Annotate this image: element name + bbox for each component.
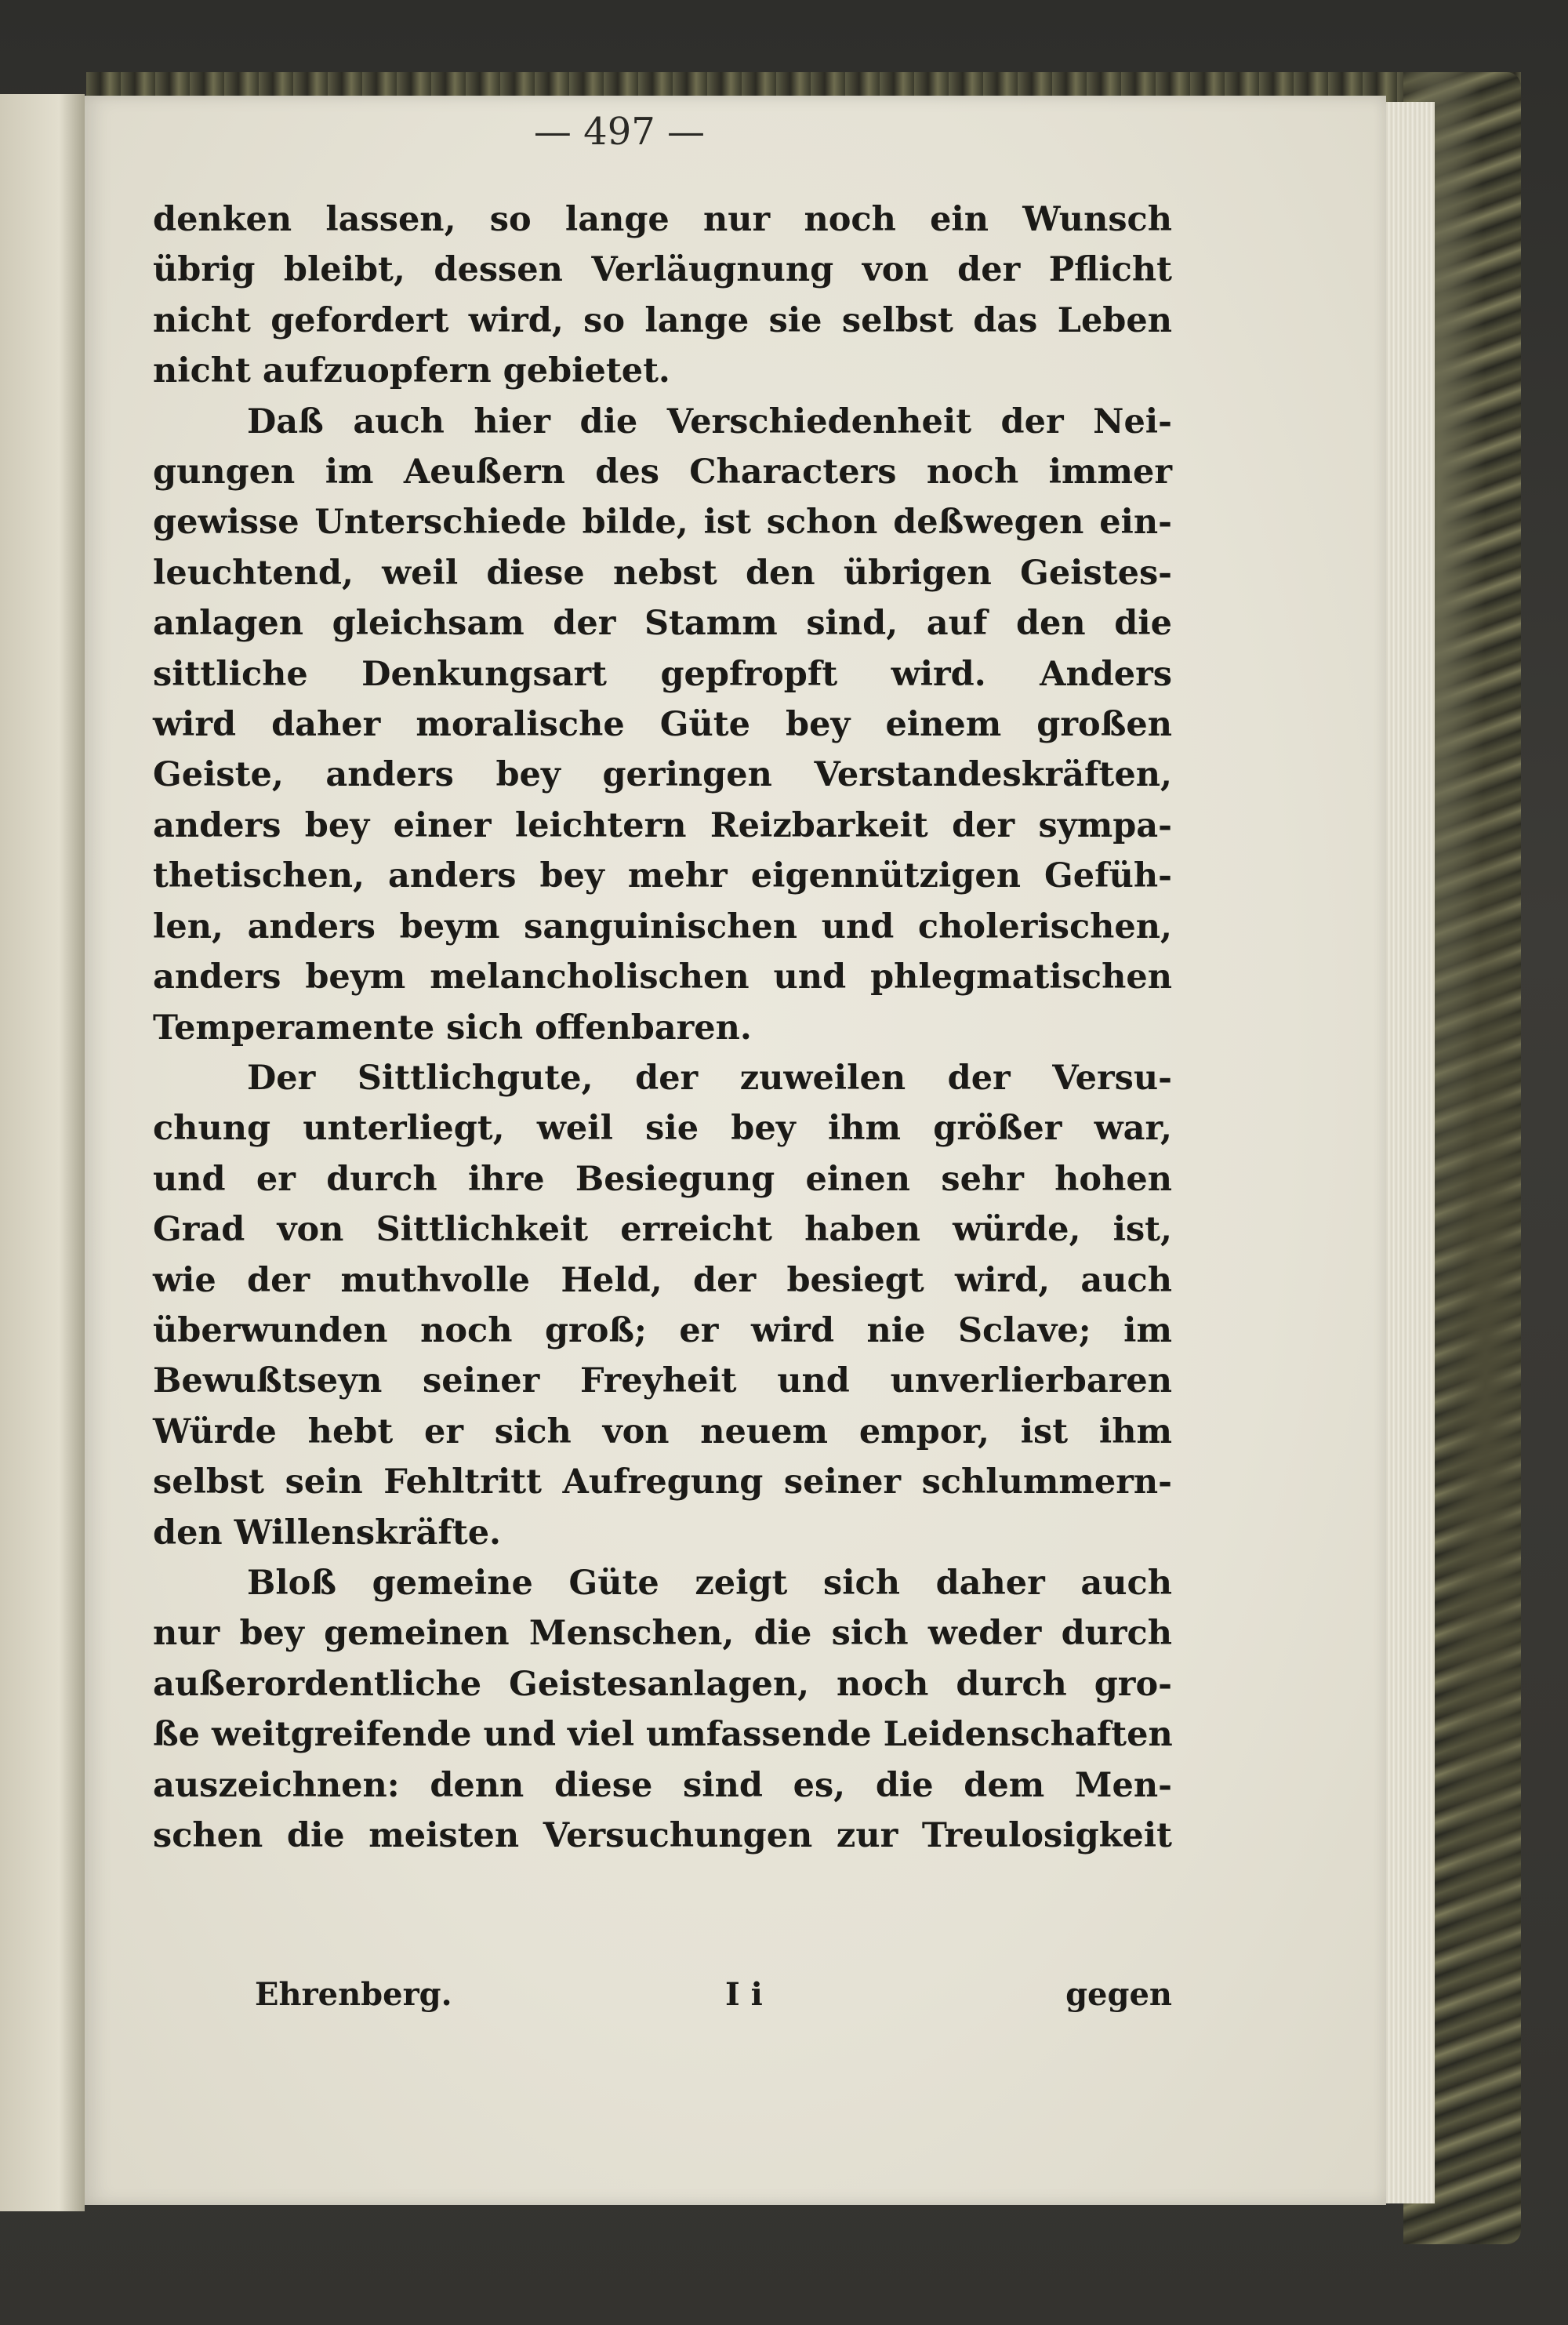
text-line: anlagen gleichsam der Stamm sind, auf den die (153, 604, 1172, 644)
text-line: übrig bleibt, dessen Verläugnung von der Pflicht (153, 250, 1172, 290)
text-line: nicht gefordert wird, so lange sie selbst das Leben (153, 300, 1172, 340)
text-line: gungen im Aeußern des Characters noch immer (153, 452, 1172, 492)
text-line: Bewußtseyn seiner Freyheit und unverlierbaren (153, 1361, 1172, 1401)
body-text (153, 194, 1172, 1861)
catchword: gegen (1065, 1976, 1172, 2013)
page-footer (153, 1976, 1172, 2023)
text-line: nur bey gemeinen Menschen, die sich weder durch (153, 1614, 1172, 1654)
text-line: selbst sein Fehltritt Aufregung seiner schlummern- (153, 1462, 1172, 1502)
footer-author: Ehrenberg. (255, 1976, 452, 2013)
text-line: Bloß gemeine Güte zeigt sich daher auch (247, 1563, 1172, 1603)
text-line: schen die meisten Versuchungen zur Treulosigkeit (153, 1816, 1172, 1855)
text-line: nicht aufzuopfern gebietet. (153, 351, 670, 391)
text-line: thetischen, anders bey mehr eigennützigen Gefüh- (153, 856, 1172, 896)
facing-page-edge (0, 94, 85, 2211)
text-line: len, anders beym sanguinischen und cholerischen, (153, 906, 1172, 946)
text-line: Geiste, anders bey geringen Verstandeskräften, (153, 755, 1172, 795)
text-line: ße weitgreifende und viel umfassende Leidenschaften (153, 1715, 1173, 1755)
text-line: anders bey einer leichtern Reizbarkeit der sympa- (153, 805, 1172, 845)
text-line: anders beym melancholischen und phlegmatischen (153, 957, 1172, 997)
page-number-head: — 497 — (533, 110, 706, 154)
page-edges (1380, 102, 1435, 2203)
text-line: sittliche Denkungsart gepfropft wird. Anders (153, 654, 1172, 694)
text-line: gewisse Unterschiede bilde, ist schon deßwegen ein- (153, 503, 1172, 543)
text-line: überwunden noch groß; er wird nie Sclave; im (153, 1310, 1172, 1350)
text-line: den Willenskräfte. (153, 1513, 502, 1553)
text-line: Temperamente sich offenbaren. (153, 1008, 752, 1048)
text-line: Würde hebt er sich von neuem empor, ist ihm (153, 1411, 1172, 1451)
text-line: Grad von Sittlichkeit erreicht haben würde, ist, (153, 1210, 1172, 1250)
text-line: leuchtend, weil diese nebst den übrigen Geistes- (153, 553, 1172, 593)
text-line: wie der muthvolle Held, der besiegt wird, auch (153, 1260, 1172, 1300)
text-line: und er durch ihre Besiegung einen sehr hohen (153, 1159, 1172, 1199)
text-line: chung unterliegt, weil sie bey ihm größer war, (153, 1109, 1172, 1149)
text-line: wird daher moralische Güte bey einem großen (153, 705, 1172, 745)
text-line: außerordentliche Geistesanlagen, noch durch gro- (153, 1664, 1172, 1704)
text-line: Daß auch hier die Verschiedenheit der Nei- (247, 401, 1172, 441)
text-line: denken lassen, so lange nur noch ein Wunsch (153, 200, 1172, 239)
text-line: auszeichnen: denn diese sind es, die dem Men- (153, 1765, 1172, 1805)
text-line: Der Sittlichgute, der zuweilen der Versu- (247, 1058, 1172, 1098)
signature-mark: I i (725, 1976, 763, 2013)
